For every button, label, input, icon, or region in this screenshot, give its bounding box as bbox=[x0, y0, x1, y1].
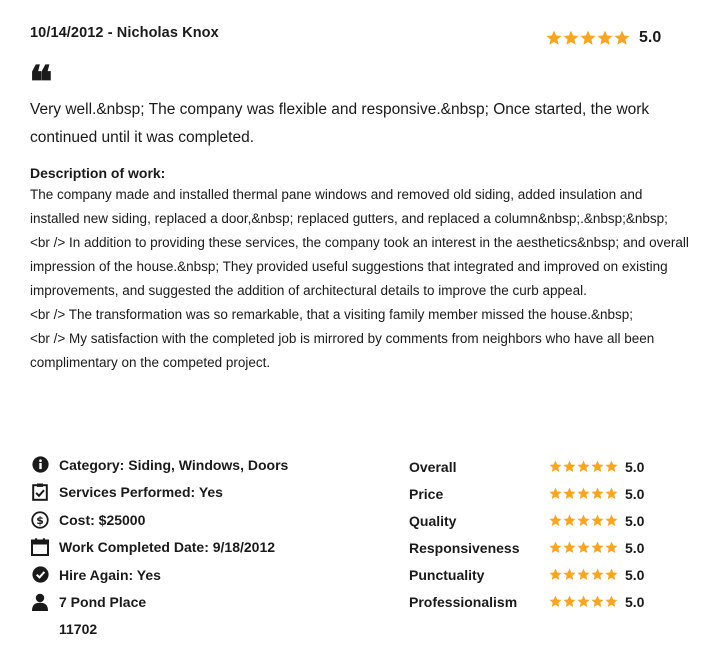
completed-row bbox=[30, 534, 288, 562]
star-icon bbox=[563, 568, 576, 581]
address-line2: 11702 bbox=[59, 621, 98, 637]
star-icon bbox=[577, 595, 590, 608]
star-icon bbox=[605, 487, 618, 500]
cost-row bbox=[30, 506, 288, 534]
category-row bbox=[30, 451, 288, 479]
star-icon bbox=[577, 514, 590, 527]
header-separator: - bbox=[103, 25, 117, 41]
star-icon bbox=[563, 541, 576, 554]
star-icon bbox=[605, 568, 618, 581]
rating-label: Responsiveness bbox=[409, 539, 520, 556]
services-text: Services Performed: Yes bbox=[59, 484, 223, 501]
calendar-icon bbox=[30, 537, 50, 557]
star-icon bbox=[605, 595, 618, 608]
description-paragraph: <br /> My satisfaction with the completed job is mirrored by comments from neighbors who have all been complimentary on the competed project. bbox=[30, 331, 655, 370]
rating-label: Quality bbox=[409, 512, 457, 529]
rating-label: Professionalism bbox=[409, 593, 518, 610]
star-icon bbox=[605, 460, 618, 473]
rating-row-responsiveness bbox=[409, 534, 644, 561]
job-details bbox=[30, 451, 288, 643]
star-icon bbox=[591, 487, 604, 500]
star-icon bbox=[563, 514, 576, 527]
star-icon bbox=[591, 460, 604, 473]
description-paragraph: The company made and installed thermal pane windows and removed old siding, added insulation and installed new siding, replaced a door,&nbsp; replaced gutters, and replaced a column&nbsp;.&nbsp;&nbsp; bbox=[30, 187, 668, 226]
review-date: 10/14/2012 bbox=[30, 25, 104, 41]
star-icon bbox=[563, 460, 576, 473]
completed-text: Work Completed Date: 9/18/2012 bbox=[59, 539, 276, 556]
star-icon bbox=[549, 541, 562, 554]
star-icon bbox=[605, 514, 618, 527]
rating-stars bbox=[549, 568, 618, 581]
star-icon bbox=[563, 595, 576, 608]
check-circle-icon bbox=[30, 565, 50, 585]
star-icon bbox=[577, 460, 590, 473]
description-body bbox=[30, 183, 690, 375]
star-icon bbox=[563, 487, 576, 500]
rating-score: 5.0 bbox=[625, 485, 645, 502]
star-icon bbox=[577, 487, 590, 500]
star-icon bbox=[597, 30, 613, 46]
rating-stars bbox=[549, 514, 618, 527]
category-text: Category: Siding, Windows, Doors bbox=[59, 456, 289, 473]
rating-stars bbox=[549, 595, 618, 608]
star-icon bbox=[549, 595, 562, 608]
rating-score: 5.0 bbox=[625, 566, 645, 583]
address-row bbox=[30, 589, 288, 617]
rating-score: 5.0 bbox=[625, 593, 645, 610]
star-icon bbox=[546, 30, 562, 46]
rating-label: Price bbox=[409, 485, 444, 502]
star-icon bbox=[549, 460, 562, 473]
overall-score: 5.0 bbox=[639, 29, 662, 46]
hire-again-text: Hire Again: Yes bbox=[59, 566, 161, 583]
rating-stars bbox=[549, 541, 618, 554]
clipboard-check-icon bbox=[30, 482, 50, 502]
star-icon bbox=[580, 30, 596, 46]
rating-row-punctuality bbox=[409, 561, 644, 588]
star-icon bbox=[605, 541, 618, 554]
rating-row-quality bbox=[409, 507, 644, 534]
svg-text:$: $ bbox=[36, 513, 44, 527]
star-icon bbox=[591, 541, 604, 554]
star-icon bbox=[563, 30, 579, 46]
rating-score: 5.0 bbox=[625, 458, 645, 475]
rating-row-price bbox=[409, 480, 644, 507]
quote-icon: ❝ bbox=[29, 57, 53, 108]
rating-row-overall bbox=[409, 453, 644, 480]
star-icon bbox=[577, 568, 590, 581]
overall-stars bbox=[546, 30, 630, 46]
rating-label: Punctuality bbox=[409, 566, 485, 583]
star-icon bbox=[549, 487, 562, 500]
cost-text: Cost: $25000 bbox=[59, 511, 146, 528]
rating-label: Overall bbox=[409, 458, 457, 475]
info-icon bbox=[30, 455, 50, 475]
rating-score: 5.0 bbox=[625, 539, 645, 556]
rating-row-professionalism bbox=[409, 588, 644, 615]
star-icon bbox=[591, 568, 604, 581]
review-header bbox=[30, 25, 219, 41]
dollar-circle-icon bbox=[30, 510, 50, 530]
rating-score: 5.0 bbox=[625, 512, 645, 529]
rating-stars bbox=[549, 460, 618, 473]
star-icon bbox=[614, 30, 630, 46]
review-text: Very well.&nbsp; The company was flexible and responsive.&nbsp; Once started, the work continued until it was completed. bbox=[30, 101, 650, 146]
address-line1: 7 Pond Place bbox=[59, 594, 147, 611]
rating-stars bbox=[549, 487, 618, 500]
hire-again-row bbox=[30, 561, 288, 589]
ratings-breakdown bbox=[409, 453, 644, 615]
overall-rating bbox=[546, 29, 661, 47]
star-icon bbox=[591, 514, 604, 527]
star-icon bbox=[591, 595, 604, 608]
description-label: Description of work: bbox=[30, 165, 166, 181]
description-paragraph: <br /> In addition to providing these services, the company took an interest in the aesthetics&nbsp; and overall impression of the house.&nbsp; They provided useful suggestions that integrated and improved on existing improvements, and suggested the addition of architectural details to improve the curb appeal. bbox=[30, 235, 689, 298]
star-icon bbox=[577, 541, 590, 554]
services-row bbox=[30, 479, 288, 507]
description-paragraph: <br /> The transformation was so remarkable, that a visiting family member missed the house.&nbsp; bbox=[30, 307, 634, 322]
star-icon bbox=[549, 568, 562, 581]
star-icon bbox=[549, 514, 562, 527]
reviewer-name: Nicholas Knox bbox=[116, 25, 219, 41]
person-icon bbox=[30, 592, 50, 612]
